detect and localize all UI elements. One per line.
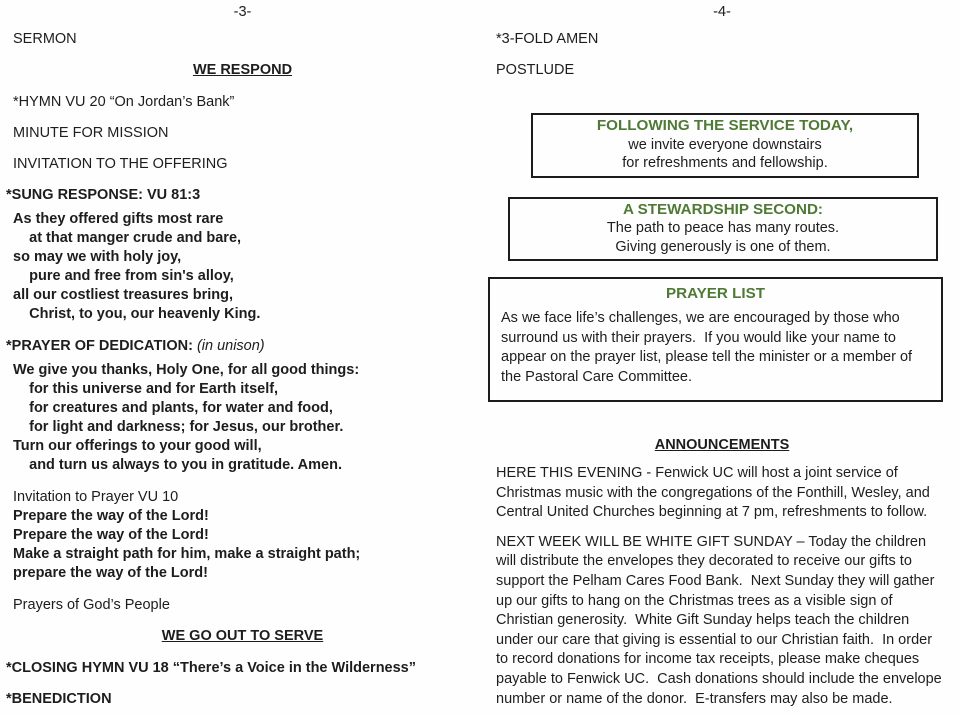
page-4-number: -4- (713, 4, 731, 20)
page-4 (480, 0, 960, 714)
notice-stewardship-heading: A STEWARDSHIP SECOND: (623, 200, 823, 218)
response-line: Prepare the way of the Lord! (13, 527, 209, 543)
prayer-dedication-heading (6, 337, 472, 356)
notice-following-service (531, 113, 919, 178)
verse-line: at that manger crude and bare, (13, 230, 242, 246)
invitation-offering-item: INVITATION TO THE OFFERING (13, 156, 228, 172)
section-heading-we-go-out (13, 627, 472, 646)
notice-following-heading: FOLLOWING THE SERVICE TODAY, (596, 117, 854, 134)
response-line: Prepare the way of the Lord! (13, 508, 209, 524)
announcement-here-this-evening: HERE THIS EVENING - Fenwick UC will host a joint service of Christmas music with the congregations of the Fonthill, Wesley, and Central United Churches beginning at 7 pm, refreshments to follow. (496, 464, 934, 521)
benediction-item: *BENEDICTION (6, 691, 112, 707)
sung-response-verse (13, 210, 472, 324)
notice-stewardship-line2: Giving generously is one of them. (615, 238, 831, 255)
prayer-dedication-note: (in unison) (196, 338, 265, 354)
notice-following-line2: for refreshments and fellowship. (622, 155, 828, 171)
notice-stewardship (508, 197, 938, 262)
section-heading-we-respond-label: WE RESPOND (192, 62, 293, 78)
notice-stewardship-line1: The path to peace has many routes. (606, 220, 840, 236)
prayer-dedication-label: *PRAYER OF DEDICATION: (6, 338, 197, 354)
verse-line: pure and free from sin's alloy, (13, 268, 234, 284)
hymn-item: *HYMN VU 20 “On Jordan’s Bank” (13, 94, 235, 110)
notice-prayer-list-body: As we face life’s challenges, we are encouraged by those who surround us with their prayers. If you would like your name to appear on the prayer list, please tell the minister or a member of the Pastoral Care Committee. (501, 309, 917, 386)
notice-prayer-list (488, 277, 943, 402)
sermon-item: SERMON (13, 31, 77, 47)
announcements-heading-label: ANNOUNCEMENTS (654, 436, 790, 453)
prayer-dedication-verse (13, 361, 472, 475)
page-3-number: -3- (233, 4, 252, 20)
verse-line: and turn us always to you in gratitude. Amen. (13, 457, 342, 473)
invitation-prayer-item: Invitation to Prayer VU 10 (13, 489, 179, 505)
notice-following-line1: we invite everyone downstairs (628, 136, 822, 153)
invitation-prayer-block (13, 488, 472, 583)
postlude-item: POSTLUDE (496, 62, 575, 78)
verse-line: so may we with holy joy, (13, 249, 182, 265)
verse-line: As they offered gifts most rare (13, 211, 224, 227)
verse-line: all our costliest treasures bring, (13, 287, 233, 303)
announcement-white-gift-sunday: NEXT WEEK WILL BE WHITE GIFT SUNDAY – Today the children will distribute the envelopes they decorated to receive our gifts to support the Pelham Cares Food Bank. Next Sunday they will gather up our gifts to hang on the Christmas trees as a visible sign of Christian generosity. White Gift Sunday helps teach the children under our care that giving is essential to our Christian faith. In order to record donations for income tax receipts, please make cheques payable to Fenwick UC. Cash donations should include the envelope number or name of the donor. E-transfers may also be made. (496, 533, 946, 707)
notice-prayer-list-heading: PRAYER LIST (665, 285, 766, 302)
verse-line: We give you thanks, Holy One, for all good things: (13, 362, 360, 378)
section-heading-we-respond (13, 61, 472, 80)
verse-line: for light and darkness; for Jesus, our brother. (13, 419, 344, 435)
threefold-amen-item: *3-FOLD AMEN (496, 31, 599, 47)
sung-response-heading: *SUNG RESPONSE: VU 81:3 (6, 187, 201, 203)
response-line: prepare the way of the Lord! (13, 565, 208, 581)
verse-line: Christ, to you, our heavenly King. (13, 306, 261, 322)
verse-line: Turn our offerings to your good will, (13, 438, 262, 454)
verse-line: for creatures and plants, for water and food, (13, 400, 333, 416)
closing-hymn-item: *CLOSING HYMN VU 18 “There’s a Voice in the Wilderness” (6, 660, 417, 676)
prayers-people-item: Prayers of God’s People (13, 597, 170, 613)
section-heading-we-go-out-label: WE GO OUT TO SERVE (161, 628, 324, 644)
verse-line: for this universe and for Earth itself, (13, 381, 279, 397)
announcements-heading (496, 436, 948, 455)
minute-for-mission-item: MINUTE FOR MISSION (13, 125, 169, 141)
response-line: Make a straight path for him, make a straight path; (13, 546, 361, 562)
